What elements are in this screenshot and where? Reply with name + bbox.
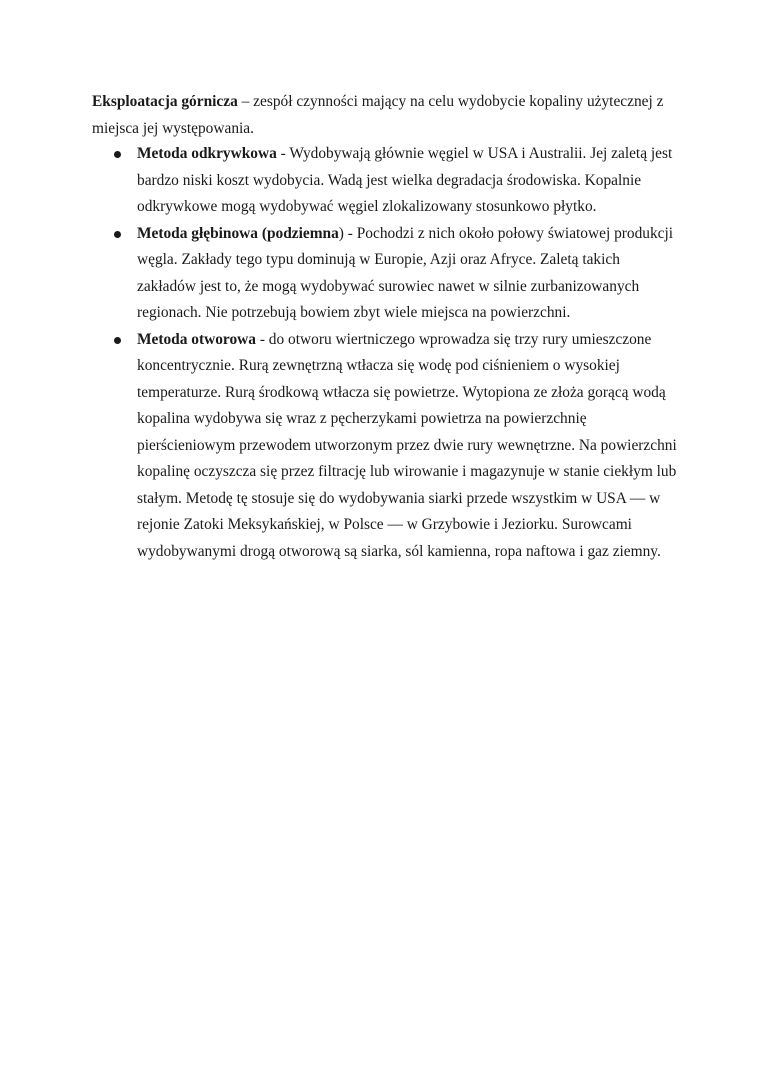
intro-definition: – zespół czynności mający na celu wydobycie kopaliny użytecznej z miejsca jej występowania. [92,93,664,137]
method-name: Metoda głębinowa (podziemna [137,224,339,242]
method-name: Metoda otworowa [137,330,256,348]
method-description: ) - Pochodzi z nich około połowy światowej produkcji węgla. Zakłady tego typu dominują w Europie, Azji oraz Afryce. Zaletą takich zakładów jest to, że mogą wydobywać surowiec nawet w silnie zurbanizowanych regionach. Nie potrzebują bowiem zbyt wiele miejsca na powierzchni. [137,224,674,321]
method-description: - do otworu wiertniczego wprowadza się trzy rury umieszczone koncentrycznie. Rurą zewnętrzną wtłacza się wodę pod ciśnieniem o wysokiej temperaturze. Rurą środkową wtłacza się powietrze. Wytopiona ze złoża gorącą wodą kopalina wydobywa się wraz z pęcherzykami powietrza na powierzchnię pierścieniowym przewodem utworzonym przez dwie rury wewnętrzne. Na powierzchni kopalinę oczyszcza się przez filtrację lub wirowanie i magazynuje w stanie ciekłym lub stałym. Metodę tę stosuje się do wydobywania siarki przede wszystkim w USA — w rejonie Zatoki Meksykańskiej, w Polsce — w Grzybowie i Jeziorku. Surowcami wydobywanymi drogą otworową są siarka, sól kamienna, ropa naftowa i gaz ziemny. [137,330,677,560]
methods-list [92,141,682,565]
bullet-icon [114,337,121,344]
intro-paragraph [92,89,682,142]
method-description: - Wydobywają głównie węgiel w USA i Australii. Jej zaletą jest bardzo niski koszt wydobycia. Wadą jest wielka degradacja środowiska. Kopalnie odkrywkowe mogą wydobywać węgiel zlokalizowany stosunkowo płytko. [137,145,673,215]
intro-term: Eksploatacja górnicza [92,93,238,110]
bullet-icon [114,231,121,238]
method-name: Metoda odkrywkowa [137,145,277,162]
list-item-glebinowa [92,221,682,327]
bullet-icon [114,151,121,158]
list-item-odkrywkowa [92,141,682,221]
list-item-otworowa [92,327,682,566]
